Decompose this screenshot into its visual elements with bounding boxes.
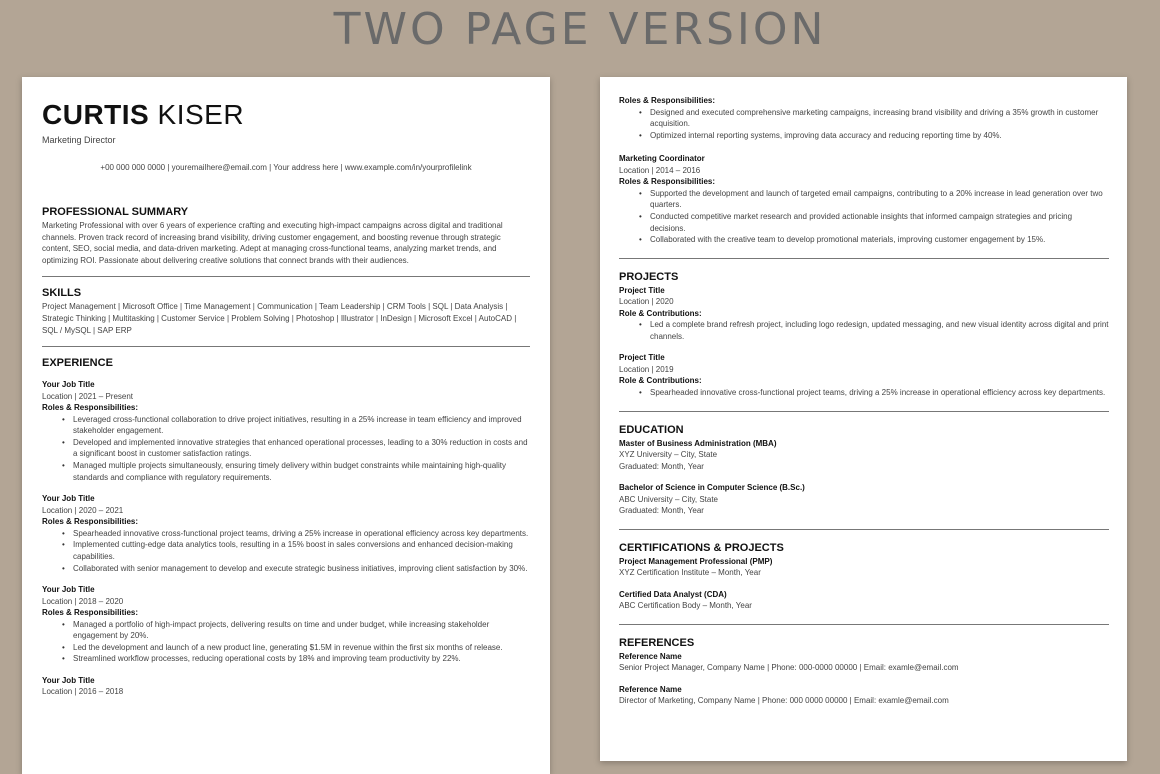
degree-name: Bachelor of Science in Computer Science (B.Sc.) bbox=[619, 483, 805, 493]
project-title: Project Title bbox=[619, 353, 665, 363]
job-title: Marketing Coordinator bbox=[619, 154, 705, 164]
job-location: Location | 2020 – 2021 bbox=[42, 505, 124, 515]
experience-title: EXPERIENCE bbox=[42, 357, 113, 370]
job-title: Your Job Title bbox=[42, 494, 95, 504]
job-bullet: • Leveraged cross-functional collaboration to drive project initiatives, resulting in a 25% increase in team efficiency and improved stakeholder engagement. bbox=[62, 414, 530, 437]
references-section bbox=[619, 637, 1109, 707]
job-entry bbox=[42, 584, 530, 665]
job-bullet: • Spearheaded innovative cross-functional project teams, driving a 25% increase in operational efficiency across key departments. bbox=[62, 528, 530, 540]
job-bullet: • Conducted competitive market research and provided actionable insights that informed campaign strategies and pricing decisions. bbox=[639, 211, 1109, 234]
summary-title: PROFESSIONAL SUMMARY bbox=[42, 206, 189, 218]
job-roles-label: Roles & Responsibilities: bbox=[42, 608, 139, 618]
certification-name: Project Management Professional (PMP) bbox=[619, 556, 773, 566]
experience-section bbox=[42, 357, 530, 698]
job-location: Location | 2018 – 2020 bbox=[42, 596, 124, 606]
project-title: Project Title bbox=[619, 285, 665, 295]
reference-detail: Director of Marketing, Company Name | Phone: 000 0000 00000 | Email: examle@email.com bbox=[619, 696, 949, 706]
summary-section bbox=[42, 206, 530, 266]
job-bullet: • Streamlined workflow processes, reducing operational costs by 18% and improving team productivity by 22%. bbox=[62, 653, 530, 665]
education-entry bbox=[619, 438, 1109, 473]
references-title: REFERENCES bbox=[619, 636, 695, 649]
contact-line: +00 000 000 0000 | youremailhere@email.com | Your address here | www.example.com/in/yourprofilelink bbox=[100, 163, 472, 172]
candidate-name bbox=[42, 99, 530, 131]
job-bullet: • Managed multiple projects simultaneously, ensuring timely delivery within budget constraints while maintaining high-quality standards and compliance with regulatory requirements. bbox=[62, 460, 530, 483]
job-bullet: • Led the development and launch of a new product line, generating $1.5M in revenue within the first six months of release. bbox=[62, 642, 530, 654]
summary-text: Marketing Professional with over 6 years of experience crafting and executing high-impact campaigns across digital and traditional channels. Proven track record of increasing brand visibility, driving customer engagement, and boosting revenue through strategic content, SEO, social media, and data-driven marketing. Adept at managing cross-functional teams, analyzing market trends, and optimizing ROI. Passionate about delivering creative solutions that connect brands with their audiences. bbox=[42, 221, 503, 265]
first-name: CURTIS bbox=[42, 99, 150, 130]
certification-entry bbox=[619, 589, 1109, 612]
project-bullets bbox=[639, 387, 1109, 399]
certification-name: Certified Data Analyst (CDA) bbox=[619, 589, 727, 599]
project-entry bbox=[619, 285, 1109, 343]
divider bbox=[619, 529, 1109, 530]
graduation-date: Graduated: Month, Year bbox=[619, 506, 704, 516]
projects-section bbox=[619, 271, 1109, 399]
job-roles-label: Roles & Responsibilities: bbox=[619, 177, 716, 187]
divider bbox=[42, 346, 530, 347]
school-name: XYZ University – City, State bbox=[619, 450, 718, 460]
job-bullet: • Collaborated with the creative team to develop promotional materials, improving customer engagement by 15%. bbox=[639, 234, 1109, 246]
job-roles-label: Roles & Responsibilities: bbox=[619, 96, 716, 105]
job-entry bbox=[619, 153, 1109, 245]
job-bullet: • Developed and implemented innovative strategies that enhanced operational processes, leading to a 30% reduction in costs and a significant boost in customer satisfaction ratings. bbox=[62, 437, 530, 460]
education-title: EDUCATION bbox=[619, 423, 684, 436]
reference-name: Reference Name bbox=[619, 651, 682, 661]
job-location: Location | 2021 – Present bbox=[42, 391, 134, 401]
project-bullet: • Led a complete brand refresh project, including logo redesign, updated messaging, and new visual identity across digital and print channels. bbox=[639, 319, 1109, 342]
job-bullet: • Supported the development and launch of targeted email campaigns, contributing to a 20% increase in lead generation over two quarters. bbox=[639, 188, 1109, 211]
school-name: ABC University – City, State bbox=[619, 494, 718, 504]
divider bbox=[619, 624, 1109, 625]
certifications-section bbox=[619, 542, 1109, 612]
divider bbox=[42, 276, 530, 277]
job-entry bbox=[42, 379, 530, 483]
job-title: Your Job Title bbox=[42, 585, 95, 595]
job-bullet: • Implemented cutting-edge data analytics tools, resulting in a 15% boost in sales conversions and enhanced decision-making capabilities. bbox=[62, 539, 530, 562]
reference-detail: Senior Project Manager, Company Name | Phone: 000-0000 00000 | Email: examle@email.com bbox=[619, 663, 959, 673]
divider bbox=[619, 411, 1109, 412]
job-title: Your Job Title bbox=[42, 675, 95, 685]
job-location: Location | 2014 – 2016 bbox=[619, 165, 701, 175]
job-roles-label: Roles & Responsibilities: bbox=[42, 403, 139, 413]
skills-text: Project Management | Microsoft Office | Time Management | Communication | Team Leadership | CRM Tools | SQL | Data Analysis | Strategic Thinking | Multitasking | Customer Service | Problem Solving | Photoshop | Illustrator | InDesign | Microsoft Excel | AutoCAD | SQL / MySQL | SAP ERP bbox=[42, 302, 517, 335]
job-entry bbox=[42, 493, 530, 574]
job-roles-label: Roles & Responsibilities: bbox=[42, 517, 139, 527]
job-bullet: • Optimized internal reporting systems, improving data accuracy and reducing reporting time by 40%. bbox=[639, 130, 1109, 142]
reference-entry bbox=[619, 651, 1109, 674]
last-name: KISER bbox=[157, 99, 245, 130]
skills-section bbox=[42, 287, 530, 336]
certification-entry bbox=[619, 556, 1109, 579]
certifications-title: CERTIFICATIONS & PROJECTS bbox=[619, 541, 784, 554]
resume-page-2 bbox=[600, 77, 1127, 761]
project-location: Location | 2019 bbox=[619, 364, 674, 374]
reference-entry bbox=[619, 684, 1109, 707]
education-section bbox=[619, 424, 1109, 517]
project-bullet: • Spearheaded innovative cross-functional project teams, driving a 25% increase in operational efficiency across key departments. bbox=[639, 387, 1109, 399]
project-bullets bbox=[639, 319, 1109, 342]
job-continuation bbox=[619, 95, 1109, 141]
graduation-date: Graduated: Month, Year bbox=[619, 461, 704, 471]
resume-page-1 bbox=[22, 77, 550, 774]
job-location: Location | 2016 – 2018 bbox=[42, 687, 124, 697]
skills-title: SKILLS bbox=[42, 287, 82, 300]
project-location: Location | 2020 bbox=[619, 297, 674, 307]
education-entry bbox=[619, 482, 1109, 517]
job-bullet: • Collaborated with senior management to develop and execute strategic business initiatives, improving client satisfaction by 30%. bbox=[62, 563, 530, 575]
job-bullets bbox=[639, 188, 1109, 246]
job-bullets bbox=[62, 619, 530, 665]
job-bullets bbox=[639, 107, 1109, 142]
certification-detail: XYZ Certification Institute – Month, Year bbox=[619, 568, 761, 578]
job-bullets bbox=[62, 414, 530, 484]
banner-title: TWO PAGE VERSION bbox=[333, 4, 827, 55]
job-bullet: • Managed a portfolio of high-impact projects, delivering results on time and under budget, while increasing stakeholder engagement by 20%. bbox=[62, 619, 530, 642]
candidate-role: Marketing Director bbox=[42, 135, 116, 145]
job-title: Your Job Title bbox=[42, 380, 95, 390]
job-entry bbox=[42, 675, 530, 698]
job-bullets bbox=[62, 528, 530, 574]
job-bullet: • Designed and executed comprehensive marketing campaigns, increasing brand visibility and driving a 35% growth in customer acquisition. bbox=[639, 107, 1109, 130]
certification-detail: ABC Certification Body – Month, Year bbox=[619, 601, 752, 611]
projects-title: PROJECTS bbox=[619, 270, 679, 283]
project-entry bbox=[619, 352, 1109, 398]
divider bbox=[619, 258, 1109, 259]
reference-name: Reference Name bbox=[619, 684, 682, 694]
project-role-label: Role & Contributions: bbox=[619, 308, 702, 318]
degree-name: Master of Business Administration (MBA) bbox=[619, 438, 777, 448]
project-role-label: Role & Contributions: bbox=[619, 376, 702, 386]
